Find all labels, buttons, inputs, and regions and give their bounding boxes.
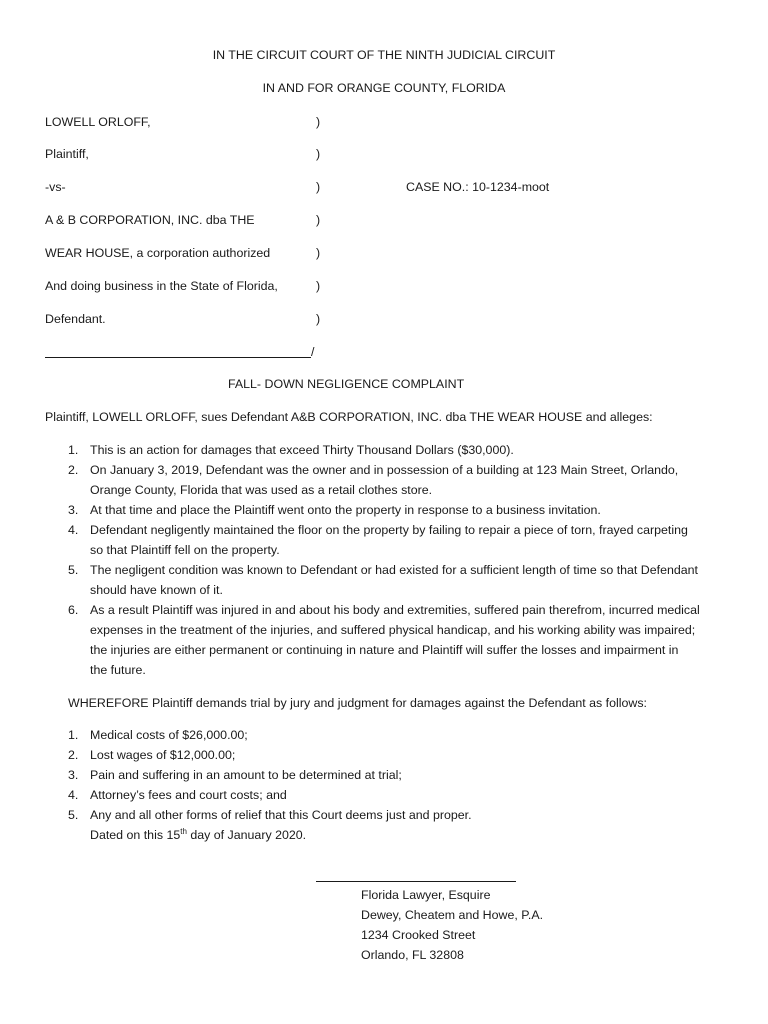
- signature-city: Orlando, FL 32808: [361, 948, 464, 962]
- caption-versus: -vs-: [45, 180, 66, 194]
- allegation-number: 6.: [68, 603, 79, 617]
- signature-firm: Dewey, Cheatem and Howe, P.A.: [361, 908, 544, 922]
- damages-number: 4.: [68, 788, 79, 802]
- allegation-text: the future.: [90, 663, 146, 677]
- allegation-text: so that Plaintiff fell on the property.: [90, 543, 280, 557]
- wherefore-clause: WHEREFORE Plaintiff demands trial by jury and judgment for damages against the Defendant as follows:: [68, 696, 647, 710]
- dated-line: [90, 829, 306, 841]
- allegation-number: 4.: [68, 523, 79, 537]
- damages-text: Any and all other forms of relief that this Court deems just and proper.: [90, 808, 472, 822]
- damages-number: 3.: [68, 768, 79, 782]
- allegation-text: On January 3, 2019, Defendant was the owner and in possession of a building at 123 Main Street, Orlando,: [90, 463, 679, 477]
- allegation-text: should have known of it.: [90, 583, 223, 597]
- dated-ordinal: th: [180, 827, 187, 836]
- allegation-number: 5.: [68, 563, 79, 577]
- dated-prefix: Dated on this 15: [90, 828, 181, 842]
- allegation-number: 2.: [68, 463, 79, 477]
- caption-paren: ): [316, 115, 321, 129]
- damages-number: 5.: [68, 808, 79, 822]
- caption-paren: ): [316, 147, 321, 161]
- damages-text: Medical costs of $26,000.00;: [90, 728, 248, 742]
- caption-paren: ): [316, 246, 321, 260]
- court-county: IN AND FOR ORANGE COUNTY, FLORIDA: [262, 81, 506, 95]
- allegation-text: the injuries are either permanent or continuing in nature and Plaintiff will suffer the losses and impairment in: [90, 643, 679, 657]
- allegation-text: Defendant negligently maintained the floor on the property by failing to repair a piece of torn, frayed carpeting: [90, 523, 688, 537]
- allegation-number: 1.: [68, 443, 79, 457]
- caption-slash: /: [311, 345, 315, 359]
- signature-line: [316, 881, 516, 882]
- caption-paren: ): [316, 312, 321, 326]
- caption-paren: ): [316, 279, 321, 293]
- allegation-text: At that time and place the Plaintiff went onto the property in response to a business invitation.: [90, 503, 601, 517]
- allegation-text: The negligent condition was known to Defendant or had existed for a sufficient length of time so that Defendant: [90, 563, 698, 577]
- caption-defendant-line-3: And doing business in the State of Florida,: [45, 279, 278, 293]
- signature-street: 1234 Crooked Street: [361, 928, 476, 942]
- allegation-text: As a result Plaintiff was injured in and about his body and extremities, suffered pain therefrom, incurred medical: [90, 603, 700, 617]
- damages-text: Lost wages of $12,000.00;: [90, 748, 236, 762]
- caption-paren: ): [316, 213, 321, 227]
- damages-number: 2.: [68, 748, 79, 762]
- dated-suffix: day of January 2020.: [186, 828, 307, 842]
- caption-defendant-line-2: WEAR HOUSE, a corporation authorized: [45, 246, 271, 260]
- caption-plaintiff-name: LOWELL ORLOFF,: [45, 115, 151, 129]
- damages-number: 1.: [68, 728, 79, 742]
- damages-text: Attorney’s fees and court costs; and: [90, 788, 287, 802]
- caption-defendant-line-1: A & B CORPORATION, INC. dba THE: [45, 213, 255, 227]
- caption-defendant-role: Defendant.: [45, 312, 106, 326]
- court-name: IN THE CIRCUIT COURT OF THE NINTH JUDICIAL CIRCUIT: [212, 48, 556, 62]
- caption-paren: ): [316, 180, 321, 194]
- complaint-title: FALL- DOWN NEGLIGENCE COMPLAINT: [228, 377, 465, 391]
- allegation-text: expenses in the treatment of the injuries, and suffered physical handicap, and his working ability was impaired;: [90, 623, 696, 637]
- allegation-text: This is an action for damages that exceed Thirty Thousand Dollars ($30,000).: [90, 443, 514, 457]
- caption-plaintiff-role: Plaintiff,: [45, 147, 89, 161]
- caption-underline: [45, 357, 311, 358]
- damages-text: Pain and suffering in an amount to be determined at trial;: [90, 768, 402, 782]
- allegation-number: 3.: [68, 503, 79, 517]
- signature-attorney-name: Florida Lawyer, Esquire: [361, 888, 491, 902]
- complaint-intro: Plaintiff, LOWELL ORLOFF, sues Defendant A&B CORPORATION, INC. dba THE WEAR HOUSE and alleges:: [45, 410, 653, 424]
- allegation-text: Orange County, Florida that was used as a retail clothes store.: [90, 483, 433, 497]
- case-number: CASE NO.: 10-1234-moot: [406, 180, 550, 194]
